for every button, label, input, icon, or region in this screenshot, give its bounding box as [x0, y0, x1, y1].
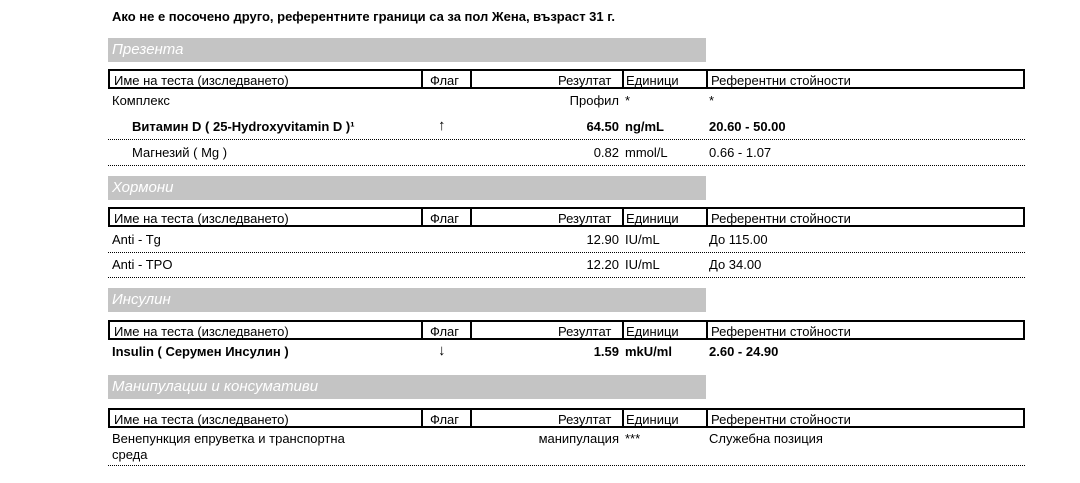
table-row — [108, 254, 1025, 278]
test-result: манипулация — [538, 431, 619, 446]
header-name: Име на теста (изследването) — [114, 211, 289, 226]
header-reference: Референтни стойности — [711, 412, 851, 427]
section-title-manipulations: Манипулации и консумативи — [108, 375, 706, 399]
table-row — [108, 428, 1025, 466]
header-result: Резултат — [558, 73, 612, 88]
table-header — [108, 408, 1025, 428]
test-result: 64.50 — [586, 119, 619, 134]
test-reference: До 115.00 — [709, 232, 768, 247]
header-result: Резултат — [558, 211, 612, 226]
header-flag: Флаг — [430, 211, 460, 226]
header-result: Резултат — [558, 324, 612, 339]
test-name-continued: среда — [112, 447, 148, 462]
test-units: mkU/ml — [625, 344, 672, 359]
table-row — [108, 229, 1025, 253]
header-units: Единици — [626, 73, 679, 88]
test-reference: 2.60 - 24.90 — [709, 344, 779, 359]
test-units: ng/mL — [625, 119, 664, 134]
test-reference: Служебна позиция — [709, 431, 823, 446]
table-header — [108, 69, 1025, 89]
table-row — [108, 341, 1025, 365]
header-name: Име на теста (изследването) — [114, 324, 289, 339]
table-header — [108, 320, 1025, 340]
low-arrow-icon: ↓ — [438, 342, 446, 359]
header-units: Единици — [626, 324, 679, 339]
test-result: 0.82 — [593, 145, 619, 160]
test-units: mmol/L — [625, 145, 668, 160]
reference-note: Ако не е посочено друго, референтните граници са за пол Жена, възраст 31 г. — [112, 9, 615, 24]
test-name: Insulin ( Серумен Инсулин ) — [112, 344, 289, 359]
test-units: IU/mL — [625, 257, 660, 272]
header-flag: Флаг — [430, 412, 460, 427]
test-result: 12.20 — [586, 257, 619, 272]
header-units: Единици — [626, 412, 679, 427]
test-result: Профил — [569, 93, 619, 108]
table-row — [108, 90, 1025, 114]
test-units: *** — [625, 431, 641, 446]
high-arrow-icon: ↑ — [438, 117, 446, 134]
test-reference: 20.60 - 50.00 — [709, 119, 786, 134]
test-reference: До 34.00 — [709, 257, 762, 272]
table-header — [108, 207, 1025, 227]
header-units: Единици — [626, 211, 679, 226]
section-title-hormones: Хормони — [108, 176, 706, 200]
test-name: Anti - TPO — [112, 257, 173, 272]
section-title-insulin: Инсулин — [108, 288, 706, 312]
section-title-presenta: Презента — [108, 38, 706, 62]
test-name: Anti - Tg — [112, 232, 161, 247]
test-reference: 0.66 - 1.07 — [709, 145, 772, 160]
test-units: * — [625, 93, 631, 108]
header-reference: Референтни стойности — [711, 73, 851, 88]
test-units: IU/mL — [625, 232, 660, 247]
test-name: Витамин D ( 25-Hydroxyvitamin D )¹ — [132, 119, 355, 134]
test-result: 1.59 — [593, 344, 619, 359]
header-flag: Флаг — [430, 324, 460, 339]
header-flag: Флаг — [430, 73, 460, 88]
header-reference: Референтни стойности — [711, 324, 851, 339]
header-name: Име на теста (изследването) — [114, 412, 289, 427]
header-reference: Референтни стойности — [711, 211, 851, 226]
test-name: Венепункция епруветка и транспортна — [112, 431, 345, 446]
test-name: Комплекс — [112, 93, 170, 108]
table-row — [108, 142, 1025, 166]
test-result: 12.90 — [586, 232, 619, 247]
header-name: Име на теста (изследването) — [114, 73, 289, 88]
test-name: Магнезий ( Mg ) — [132, 145, 228, 160]
test-reference: * — [709, 93, 715, 108]
table-row — [108, 116, 1025, 140]
header-result: Резултат — [558, 412, 612, 427]
